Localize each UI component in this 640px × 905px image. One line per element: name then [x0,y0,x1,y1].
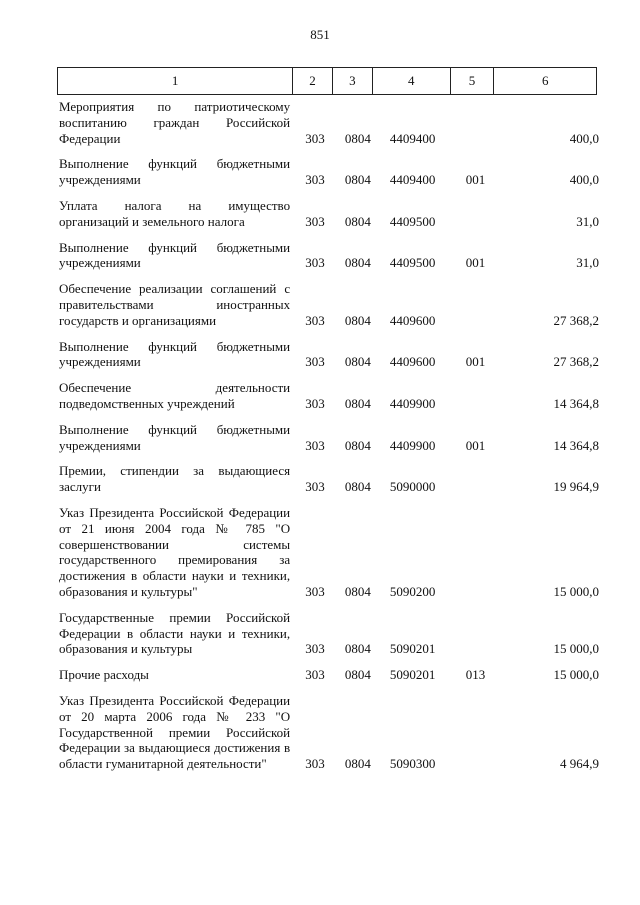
row-col-4: 5090201 [389,641,436,657]
row-description: Указ Президента Российской Федерации от 21 июня 2004 года № 785 "О совершенствовании системы государственного премирования за достижения в области науки и техники, образования и культуры" [59,504,291,599]
row-col-3: 0804 [344,312,371,328]
row-col-3: 0804 [344,583,371,599]
header-col-3: 3 [333,68,373,94]
row-col-2: 303 [305,312,325,328]
row-col-2: 303 [305,130,325,146]
table-body [59,99,599,782]
row-amount: 15 000,0 [553,667,599,683]
table-row [59,156,599,188]
table-row [59,422,599,454]
table-row [59,99,599,146]
row-description: Выполнение функций бюджетными учреждениями [59,239,291,271]
header-col-2: 2 [293,68,333,94]
row-col-4: 4409900 [389,437,436,453]
table-header [57,67,597,95]
row-col-3: 0804 [344,756,371,772]
header-col-1: 1 [58,68,293,94]
row-description: Выполнение функций бюджетными учреждениями [59,421,291,453]
row-description: Обеспечение деятельности подведомственных учреждений [59,380,291,411]
row-amount: 15 000,0 [553,641,599,657]
row-amount: 27 368,2 [553,354,599,370]
row-description: Уплата налога на имущество организаций и земельного налога [59,197,291,229]
row-col-3: 0804 [344,395,371,411]
row-description: Выполнение функций бюджетными учреждениями [59,156,291,188]
row-col-3: 0804 [344,667,371,683]
row-amount: 400,0 [569,172,599,188]
row-amount: 14 364,8 [553,437,599,453]
row-col-2: 303 [305,395,325,411]
row-col-4: 4409900 [389,395,436,411]
row-description: Премии, стипендии за выдающиеся заслуги [59,463,291,495]
row-col-4: 5090200 [389,583,436,599]
row-col-2: 303 [305,667,325,683]
header-col-4: 4 [373,68,451,94]
table-row [59,505,599,600]
row-col-3: 0804 [344,130,371,146]
row-amount: 14 364,8 [553,395,599,411]
row-col-5: 013 [465,667,486,683]
row-description: Обеспечение реализации соглашений с правительствами иностранных государств и организациями [59,281,291,328]
row-description: Прочие расходы [59,667,149,683]
row-col-5: 001 [465,437,486,453]
row-col-2: 303 [305,255,325,271]
table-row [59,281,599,328]
row-col-2: 303 [305,756,325,772]
table-row [59,463,599,495]
table-row [59,380,599,412]
table-row [59,339,599,371]
row-col-4: 5090000 [389,479,436,495]
row-col-4: 4409500 [389,255,436,271]
row-col-2: 303 [305,354,325,370]
row-col-5: 001 [465,354,486,370]
row-col-4: 4409500 [389,213,436,229]
row-description: Государственные премии Российской Федерации в области науки и техники, образования и культуры [59,609,291,657]
row-amount: 4 964,9 [560,756,599,772]
row-col-3: 0804 [344,354,371,370]
row-amount: 27 368,2 [553,312,599,328]
page-number: 851 [310,27,330,42]
table-row [59,240,599,272]
row-amount: 400,0 [569,130,599,146]
row-col-2: 303 [305,437,325,453]
header-col-5: 5 [451,68,495,94]
table-row [59,693,599,772]
row-col-3: 0804 [344,213,371,229]
row-col-2: 303 [305,479,325,495]
header-col-6: 6 [541,73,549,88]
row-col-4: 5090201 [389,667,436,683]
row-col-4: 5090300 [389,756,436,772]
row-col-4: 4409400 [389,172,436,188]
table-row [59,610,599,657]
row-description: Указ Президента Российской Федерации от 20 марта 2006 года № 233 "О Государственной премии Российской Федерации за выдающиеся достижения в области гуманитарной деятельности" [59,692,291,772]
row-col-5: 001 [465,172,486,188]
row-col-3: 0804 [344,479,371,495]
row-amount: 31,0 [576,255,599,271]
row-col-4: 4409600 [389,312,436,328]
row-col-2: 303 [305,213,325,229]
row-amount: 31,0 [576,213,599,229]
row-col-5: 001 [465,255,486,271]
row-col-3: 0804 [344,641,371,657]
row-amount: 15 000,0 [553,583,599,599]
row-description: Выполнение функций бюджетными учреждениями [59,338,291,370]
row-col-2: 303 [305,583,325,599]
row-col-3: 0804 [344,437,371,453]
row-col-3: 0804 [344,255,371,271]
table-row [59,198,599,230]
row-col-4: 4409400 [389,130,436,146]
row-col-2: 303 [305,172,325,188]
table-row [59,667,599,683]
row-amount: 19 964,9 [553,479,599,495]
row-col-3: 0804 [344,172,371,188]
row-col-2: 303 [305,641,325,657]
row-description: Мероприятия по патриотическому воспитанию граждан Российской Федерации [59,99,291,146]
row-col-4: 4409600 [389,354,436,370]
